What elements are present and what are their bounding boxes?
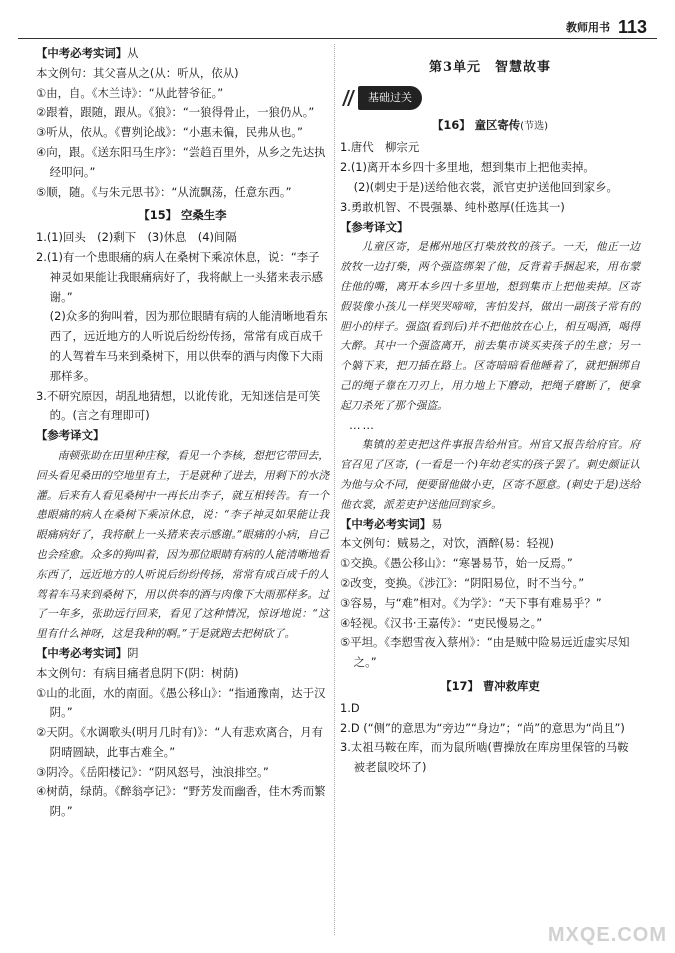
kp3-item: ①交换。《愚公移山》：“寒暑易节，始一反焉。” xyxy=(340,556,573,571)
kp2-heading xyxy=(36,644,329,664)
s16-title-text: 【16】 童区寄传 xyxy=(432,117,521,132)
kp2-item: ①山的北面，水的南面。《愚公移山》：“指通豫南，达于汉阴。” xyxy=(36,685,326,720)
s16-answer: (2)(刺史于是)送给他衣裳，派官吏护送他回到家乡。 xyxy=(353,179,618,194)
unit-title: 第3单元 智慧故事 xyxy=(428,60,552,75)
kp1-word: 从 xyxy=(127,46,139,60)
kp3-item: ③容易，与“难”相对。《为学》：“天下事有难易乎？” xyxy=(340,595,602,610)
kp1-item: ⑤顺，随。《与朱元思书》：“从流飘荡，任意东西。” xyxy=(36,184,292,199)
kp1-item: ④向，跟。《送东阳马生序》：“尝趋百里外，从乡之先达执经叩问。” xyxy=(36,144,326,179)
kp2-item: ②天阴。《水调歌头(明月几时有)》：“人有悲欢离合，月有阴晴圆缺，此事古难全。” xyxy=(36,725,323,759)
header-rule xyxy=(18,38,657,39)
header-label: 教师用书 xyxy=(565,21,610,34)
s17-answer: 1.D xyxy=(340,700,360,715)
kp3-heading xyxy=(340,515,640,535)
kp3-example: 本文例句：贼易之，对饮，酒醉(易：轻视) xyxy=(340,536,554,551)
section-17-title: 【17】 曹冲救库吏 xyxy=(440,678,540,693)
s16-subtitle: (节选) xyxy=(520,120,548,132)
kp1-example: 本文例句：其父喜从之(从：听从，依从) xyxy=(36,65,239,80)
s16-translation-1: 儿童区寄，是郴州地区打柴放牧的孩子。一天，他正一边放牧一边打柴，两个强盗绑架了他，反背着手捆起来，用布蒙住他的嘴，离开本乡四十多里地，想到集市上把他卖掉。区寄假装像小孩儿一样哭哭啼啼，害怕发抖，做出一副孩子常有的胆小的样子。强盗(看到后)并不把他放在心上，相互喝酒，喝得大醉。其中一个强盗离开，前去集市谈买卖孩子的生意；另一个躺下来，把刀插在路上。区寄暗暗看他睡着了，就把捆绑自己的绳子靠在刀刃上，用力地上下磨动，把绳子磨断了，便拿起刀杀死了那个强盗。 xyxy=(340,240,640,412)
kp1-heading xyxy=(36,44,329,64)
kp1-item: ②跟着，跟随，跟从。《狼》：“一狼得骨止，一狼仍从。” xyxy=(36,105,315,120)
watermark: MXQE.COM xyxy=(547,924,667,946)
left-column xyxy=(36,44,329,822)
right-column xyxy=(340,44,640,778)
kp2-example: 本文例句：有病目痛者息阴下(阴：树荫) xyxy=(36,665,239,680)
kp3-item: ④轻视。《汉书·王嘉传》：“吏民慢易之。” xyxy=(340,615,543,630)
s15-answer: 1.(1)回头 (2)剩下 (3)休息 (4)间隔 xyxy=(36,230,237,245)
s15-answer: 2.(1)有一个患眼痛的病人在桑树下乘凉休息，说：“李子神灵如果能让我眼痛病好了，我将献上一头猪来表示感谢。” xyxy=(36,249,324,304)
kp2-word: 阴 xyxy=(127,645,139,660)
kp3-tag: 【中考必考实词】 xyxy=(340,516,432,531)
kp2-item: ④树荫，绿荫。《醉翁亭记》：“野芳发而幽香，佳木秀而繁阴。” xyxy=(36,784,326,819)
flag-icon xyxy=(340,88,356,108)
kp3-item: ②改变，变换。《涉江》：“阴阳易位，时不当兮。” xyxy=(340,575,585,590)
page-number: 113 xyxy=(617,16,647,37)
s16-answer: 1.唐代 柳宗元 xyxy=(340,140,420,155)
s16-ref-tag: 【参考译文】 xyxy=(340,219,409,234)
badge-label: 基础过关 xyxy=(358,86,422,110)
ellipsis: …… xyxy=(349,417,376,432)
column-divider xyxy=(334,44,335,935)
s15-ref-tag: 【参考译文】 xyxy=(36,428,105,443)
s15-answer: (2)众多的狗叫着，因为那位眼睛有病的人能清晰地看东西了，远近地方的人听说后纷纷传扬，常常有成百成千的人驾着车马来到桑树下，用以供奉的酒与肉像下大雨那样多。 xyxy=(49,309,328,383)
kp2-tag: 【中考必考实词】 xyxy=(36,645,128,660)
kp1-item: ③听从，依从。《曹刿论战》：“小惠未徧，民弗从也。” xyxy=(36,125,303,140)
s16-answer: 2.(1)离开本乡四十多里地，想到集市上把他卖掉。 xyxy=(340,160,595,175)
s15-translation: 南顿张助在田里种庄稼，看见一个李核，想把它带回去，回头看见桑田的空地里有土，于是就种了进去，用剩下的水浇灌。后来有人看见桑树中一再长出李子，就互相转告。有一个患眼痛的病人在桑树下乘凉休息，说：“李子神灵如果能让我眼痛病好了，我将献上一头猪来表示感谢。”眼痛的小病，自己也会痊愈。众多的狗叫着，因为那位眼睛有病的人能清晰地看东西了，远近地方的人听说后纷纷传扬，常常有成百成千的人驾着车马来到桑树下，用以供奉的酒与肉像下大雨那样多。过了一年多，张助远行回来，看见了这种情况，惊讶地说：“这里有什么神呀，这是我种的啊。”于是就跑去把树砍了。 xyxy=(36,448,329,641)
section-15-title: 【15】 空桑生李 xyxy=(138,208,227,223)
s17-answer: 3.太祖马鞍在库，而为鼠所啮(曹操放在库房里保管的马鞍被老鼠咬坏了) xyxy=(340,740,629,775)
s17-answer: 2.D (“侧”的意思为“旁边”“身边”；“尚”的意思为“尚且”) xyxy=(340,720,625,735)
s15-answer: 3.不研究原因，胡乱地猜想，以讹传讹，无知迷信是可笑的。(言之有理即可) xyxy=(36,388,321,423)
page-header xyxy=(566,14,647,40)
kp2-item: ③阴冷。《岳阳楼记》：“阴风怒号，浊浪排空。” xyxy=(36,764,269,779)
kp1-tag: 【中考必考实词】 xyxy=(36,46,128,60)
kp3-word: 易 xyxy=(431,516,443,531)
s16-answer: 3.勇敢机智、不畏强暴、纯朴憨厚(任选其一) xyxy=(340,199,565,214)
kp3-item: ⑤平坦。《李愬雪夜入蔡州》：“由是贼中险易远近虚实尽知之。” xyxy=(340,635,630,670)
kp1-item: ①由，自。《木兰诗》：“从此替爷征。” xyxy=(36,85,224,100)
section-16-title xyxy=(340,116,640,137)
section-badge xyxy=(340,86,640,110)
s16-translation-2: 集镇的差吏把这件事报告给州官。州官又报告给府官。府官召见了区寄，(一看是一个)年幼老实的孩子罢了。刺史颜证认为他与众不同，便要留他做小吏，区寄不愿意。(刺史于是)送给他衣裳，派差吏护送他回到家乡。 xyxy=(340,438,640,511)
